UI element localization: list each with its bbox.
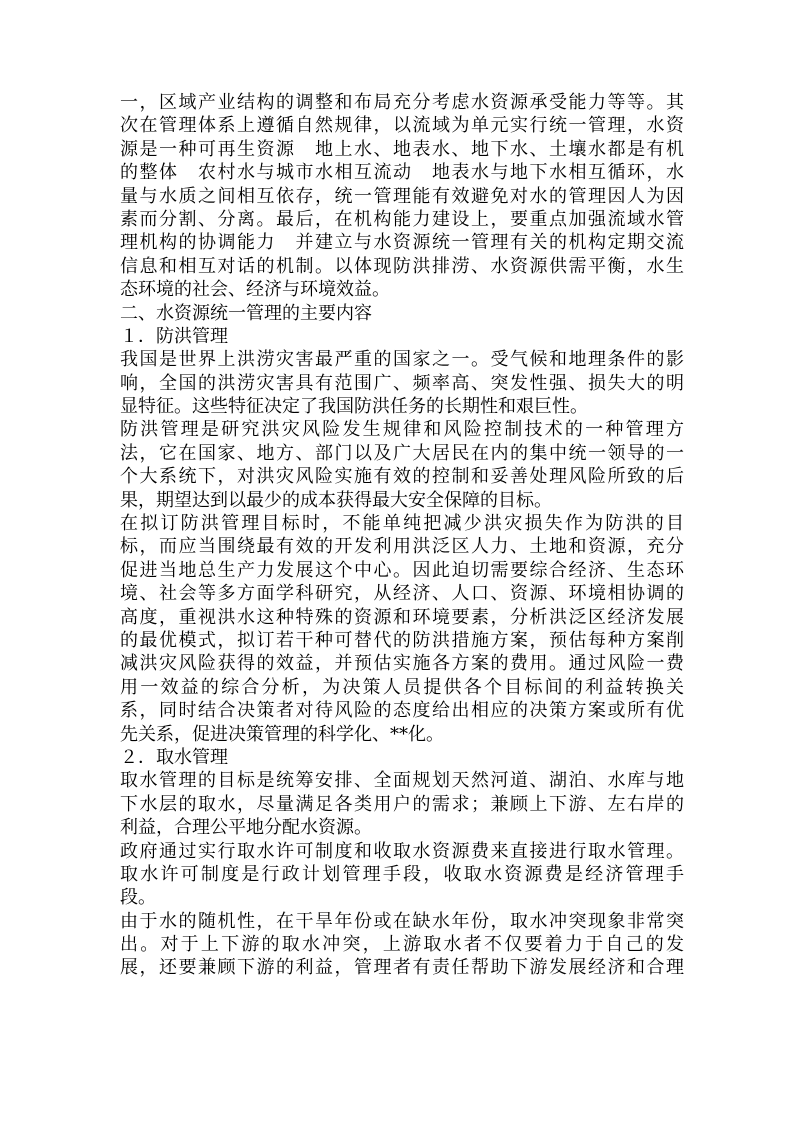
text-line: 的整体 农村水与城市水相互流动 地表水与地下水相互循环，水: [120, 162, 684, 184]
text-line: 素而分割、分离。最后，在机构能力建设上，要重点加强流域水管: [120, 208, 684, 230]
text-line: 取水管理的目标是统筹安排、全面规划天然河道、湖泊、水库与地: [120, 770, 684, 792]
text-line: 境、社会等多方面学科研究，从经济、人口、资源、环境相协调的: [120, 583, 684, 605]
text-line: 源是一种可再生资源 地上水、地表水、地下水、土壤水都是有机: [120, 138, 684, 160]
text-line: 利益，合理公平地分配水资源。: [120, 817, 372, 839]
text-line: 出。对于上下游的取水冲突，上游取水者不仅要着力于自己的发: [120, 934, 684, 956]
text-line: 由于水的随机性，在干旱年份或在缺水年份，取水冲突现象非常突: [120, 910, 684, 932]
text-line: 标，而应当围绕最有效的开发利用洪泛区人力、土地和资源，充分: [120, 536, 684, 558]
text-line: 防洪管理是研究洪灾风险发生规律和风险控制技术的一种管理方: [120, 419, 684, 441]
text-line: 次在管理体系上遵循自然规律，以流域为单元实行统一管理，水资: [120, 115, 684, 137]
text-line: 政府通过实行取水许可制度和收取水资源费来直接进行取水管理。: [120, 840, 684, 862]
text-line: 促进当地总生产力发展这个中心。因此迫切需要综合经济、生态环: [120, 559, 684, 581]
text-line: 段。: [120, 887, 156, 909]
text-line: 在拟订防洪管理目标时，不能单纯把减少洪灾损失作为防洪的目: [120, 513, 684, 535]
text-line: 系，同时结合决策者对待风险的态度给出相应的决策方案或所有优: [120, 700, 684, 722]
text-line: 一，区域产业结构的调整和布局充分考虑水资源承受能力等等。其: [120, 92, 684, 113]
text-line: 用一效益的综合分析，为决策人员提供各个目标间的利益转换关: [120, 676, 684, 698]
text-line: 法，它在国家、地方、部门以及广大居民在内的集中统一领导的一: [120, 442, 684, 464]
text-line: 个大系统下，对洪灾风险实施有效的控制和妥善处理风险所致的后: [120, 466, 684, 488]
text-line: 取水许可制度是行政计划管理手段，收取水资源费是经济管理手: [120, 863, 684, 885]
text-line: 高度，重视洪水这种特殊的资源和环境要素，分析洪泛区经济发展: [120, 606, 684, 628]
text-line: 二、水资源统一管理的主要内容: [120, 302, 372, 324]
text-line: ２．取水管理: [120, 746, 228, 768]
text-line: 响，全国的洪涝灾害具有范围广、频率高、突发性强、损失大的明: [120, 372, 684, 394]
text-line: １．防洪管理: [120, 325, 228, 347]
text-line: 信息和相互对话的机制。以体现防洪排涝、水资源供需平衡，水生: [120, 255, 684, 277]
text-line: 下水层的取水，尽量满足各类用户的需求；兼顾上下游、左右岸的: [120, 793, 684, 815]
text-line: 显特征。这些特征决定了我国防洪任务的长期性和艰巨性。: [120, 396, 588, 418]
text-line: 态环境的社会、经济与环境效益。: [120, 279, 390, 301]
text-line: 理机构的协调能力 并建立与水资源统一管理有关的机构定期交流: [120, 232, 684, 254]
text-line: 果，期望达到以最少的成本获得最大安全保障的目标。: [120, 489, 552, 511]
text-line: 先关系，促进决策管理的科学化、**化。: [120, 723, 444, 745]
text-line: 减洪灾风险获得的效益，并预估实施各方案的费用。通过风险一费: [120, 653, 684, 675]
text-line: 我国是世界上洪涝灾害最严重的国家之一。受气候和地理条件的影: [120, 349, 684, 371]
text-line: 的最优模式，拟订若干种可替代的防洪措施方案，预估每种方案削: [120, 629, 684, 651]
text-line: 量与水质之间相互依存，统一管理能有效避免对水的管理因人为因: [120, 185, 684, 207]
text-line: 展，还要兼顾下游的利益，管理者有责任帮助下游发展经济和合理: [120, 957, 684, 979]
document-body: [120, 91, 684, 980]
